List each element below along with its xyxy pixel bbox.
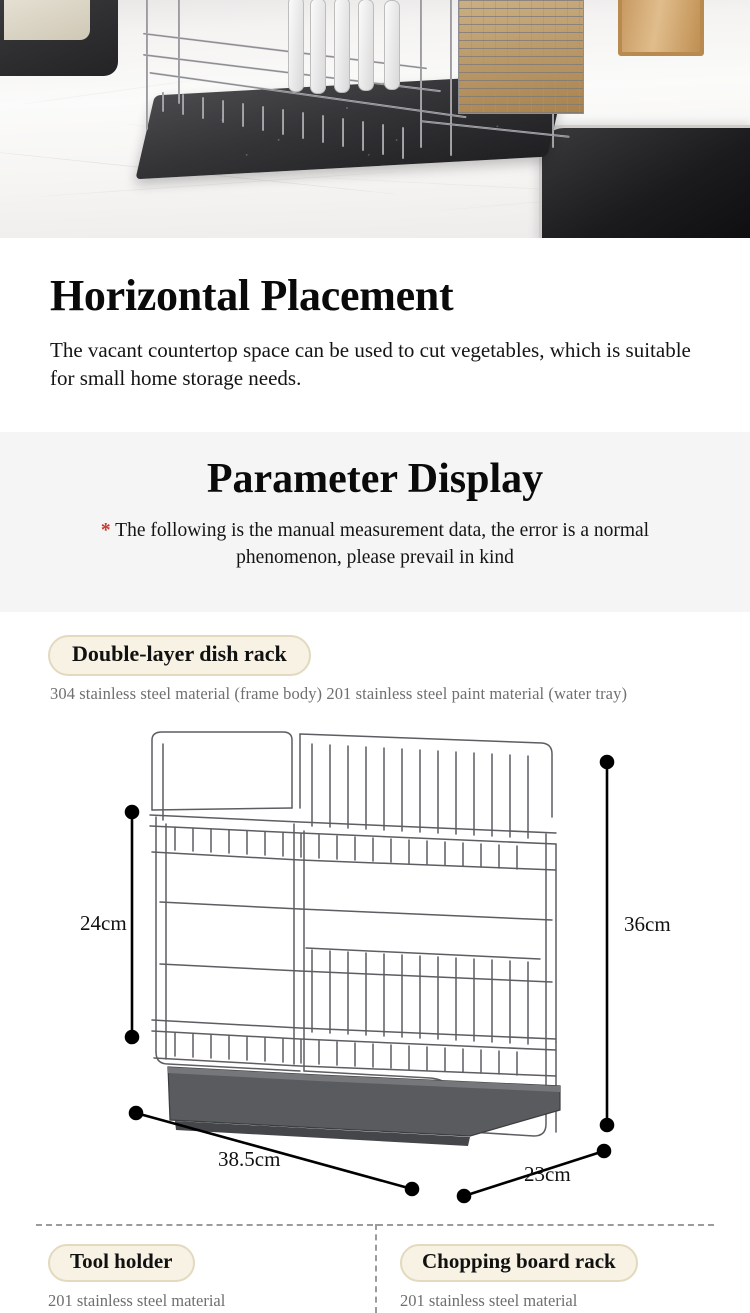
dish-rack-diagram-section <box>0 612 750 1218</box>
hero-photo <box>0 0 750 238</box>
section-description-horizontal-placement: The vacant countertop space can be used to cut vegetables, which is suitable for small home storage needs. <box>50 338 691 391</box>
badge-chopping-board-rack: Chopping board rack <box>400 1244 638 1282</box>
section-title-parameter-display: Parameter Display <box>206 456 544 502</box>
dimension-label-depth: 23cm <box>524 1162 571 1186</box>
badge-label: Double-layer dish rack <box>48 635 311 676</box>
badge-tool-holder: Tool holder <box>48 1244 195 1282</box>
dish-rack-photo <box>120 0 640 174</box>
chopping-board-rack-material-text: 201 stainless steel material <box>400 1290 578 1310</box>
horizontal-placement-section <box>0 238 750 432</box>
utensil-basket <box>458 0 584 114</box>
dish-rack-material-text: 304 stainless steel material (frame body) 201 stainless steel paint material (water tray) <box>50 684 628 703</box>
parameter-display-section <box>0 432 750 612</box>
accessory-section <box>0 1218 750 1313</box>
dimension-label-height-inner: 24cm <box>80 911 127 935</box>
cutting-board <box>0 0 118 76</box>
tool-holder-material-text: 201 stainless steel material <box>48 1290 226 1310</box>
dimension-label-height-total: 36cm <box>624 912 671 936</box>
accessory-column-tool-holder <box>48 1244 225 1311</box>
asterisk-marker: * <box>100 520 111 541</box>
accessory-column-chopping-board-rack <box>400 1244 638 1311</box>
measurement-disclaimer <box>60 518 690 572</box>
dimension-label-width: 38.5cm <box>218 1147 281 1171</box>
divider-vertical <box>375 1224 377 1313</box>
measurement-disclaimer-text: The following is the manual measurement data, the error is a normal phenomenon, please prevail in kind <box>115 520 650 568</box>
section-title-horizontal-placement: Horizontal Placement <box>50 271 454 320</box>
